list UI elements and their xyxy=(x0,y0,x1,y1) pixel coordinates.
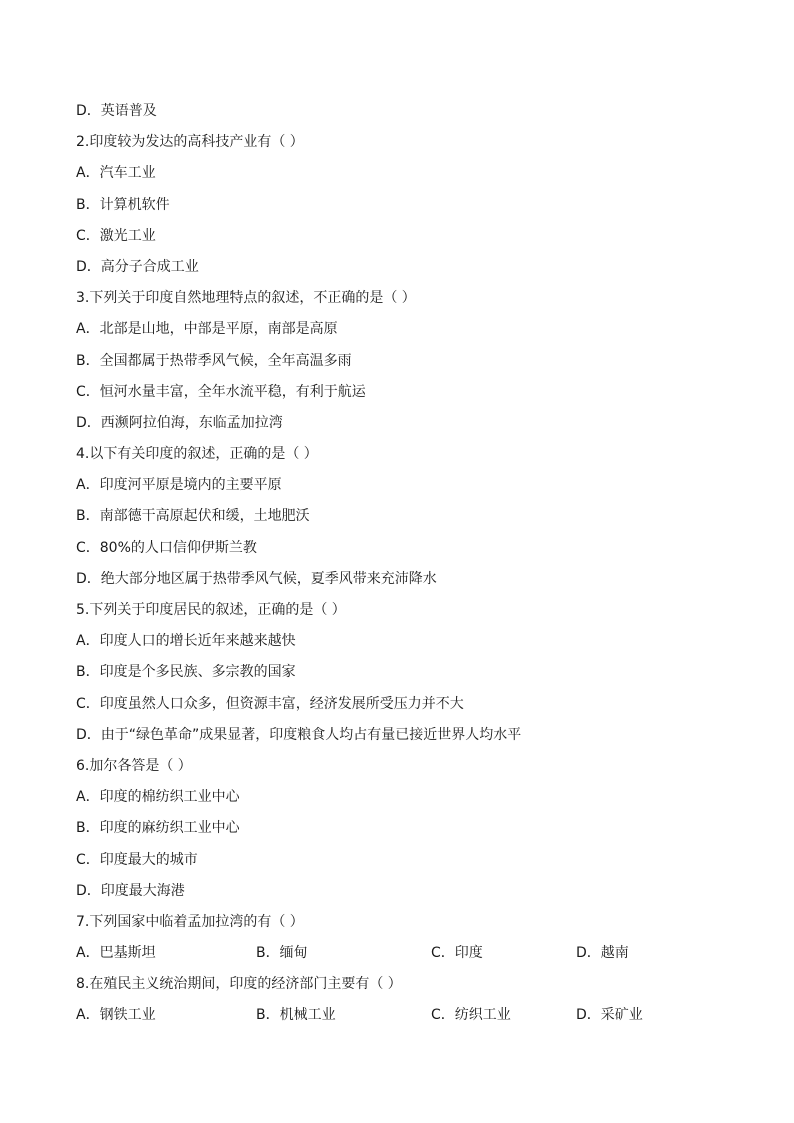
q7-stem: 7.下列国家中临着孟加拉湾的有（ ） xyxy=(76,913,304,930)
q8-option-c: C．纺织工业 xyxy=(431,1007,511,1024)
q5-option-b: B．印度是个多民族、多宗教的国家 xyxy=(76,664,296,681)
q2-option-b: B．计算机软件 xyxy=(76,196,170,213)
q3-stem: 3.下列关于印度自然地理特点的叙述，不正确的是（ ） xyxy=(76,290,416,307)
q5-option-c: C．印度虽然人口众多，但资源丰富，经济发展所受压力并不大 xyxy=(76,695,464,712)
q5-stem: 5.下列关于印度居民的叙述，正确的是（ ） xyxy=(76,602,346,618)
q5-option-a: A．印度人口的增长近年来越来越快 xyxy=(76,633,296,650)
q2-option-d: D．高分子合成工业 xyxy=(76,258,199,275)
q4-option-a: A．印度河平原是境内的主要平原 xyxy=(76,477,282,494)
q8-options-row xyxy=(76,1000,736,1031)
q6-option-a: A．印度的棉纺织工业中心 xyxy=(76,789,240,806)
q6-option-b: B．印度的麻纺织工业中心 xyxy=(76,820,240,837)
q4-option-b: B．南部德干高原起伏和缓，土地肥沃 xyxy=(76,508,310,525)
q8-option-b: B．机械工业 xyxy=(256,1007,336,1024)
q6-option-d: D．印度最大海港 xyxy=(76,882,185,899)
q8-stem: 8.在殖民主义统治期间，印度的经济部门主要有（ ） xyxy=(76,976,402,993)
q3-option-a: A．北部是山地，中部是平原，南部是高原 xyxy=(76,321,338,338)
q3-option-d: D．西濒阿拉伯海，东临孟加拉湾 xyxy=(76,414,283,431)
q2-option-a: A．汽车工业 xyxy=(76,165,156,182)
q6-stem: 6.加尔各答是（ ） xyxy=(76,757,192,774)
q7-option-a: A．巴基斯坦 xyxy=(76,945,156,962)
q1-option-d: D．英语普及 xyxy=(76,103,157,119)
q3-option-b: B．全国都属于热带季风气候，全年高温多雨 xyxy=(76,352,352,369)
q8-option-a: A．钢铁工业 xyxy=(76,1007,156,1024)
q2-option-c: C．激光工业 xyxy=(76,227,156,244)
q7-option-d: D．越南 xyxy=(576,945,629,962)
q6-option-c: C．印度最大的城市 xyxy=(76,851,198,868)
q4-stem: 4.以下有关印度的叙述，正确的是（ ） xyxy=(76,446,318,463)
q4-option-d: D．绝大部分地区属于热带季风气候，夏季风带来充沛降水 xyxy=(76,570,437,587)
q3-option-c: C．恒河水量丰富，全年水流平稳，有利于航运 xyxy=(76,383,366,400)
q4-option-c: C．80%的人口信仰伊斯兰教 xyxy=(76,539,257,556)
q5-option-d: D．由于“绿色革命”成果显著，印度粮食人均占有量已接近世界人均水平 xyxy=(76,726,522,743)
q7-option-c: C．印度 xyxy=(431,945,483,962)
q2-stem: 2.印度较为发达的高科技产业有（ ） xyxy=(76,134,304,151)
q7-option-b: B．缅甸 xyxy=(256,945,308,962)
q8-option-d: D．采矿业 xyxy=(576,1007,643,1024)
question-content xyxy=(76,96,736,1032)
q7-options-row xyxy=(76,938,736,969)
